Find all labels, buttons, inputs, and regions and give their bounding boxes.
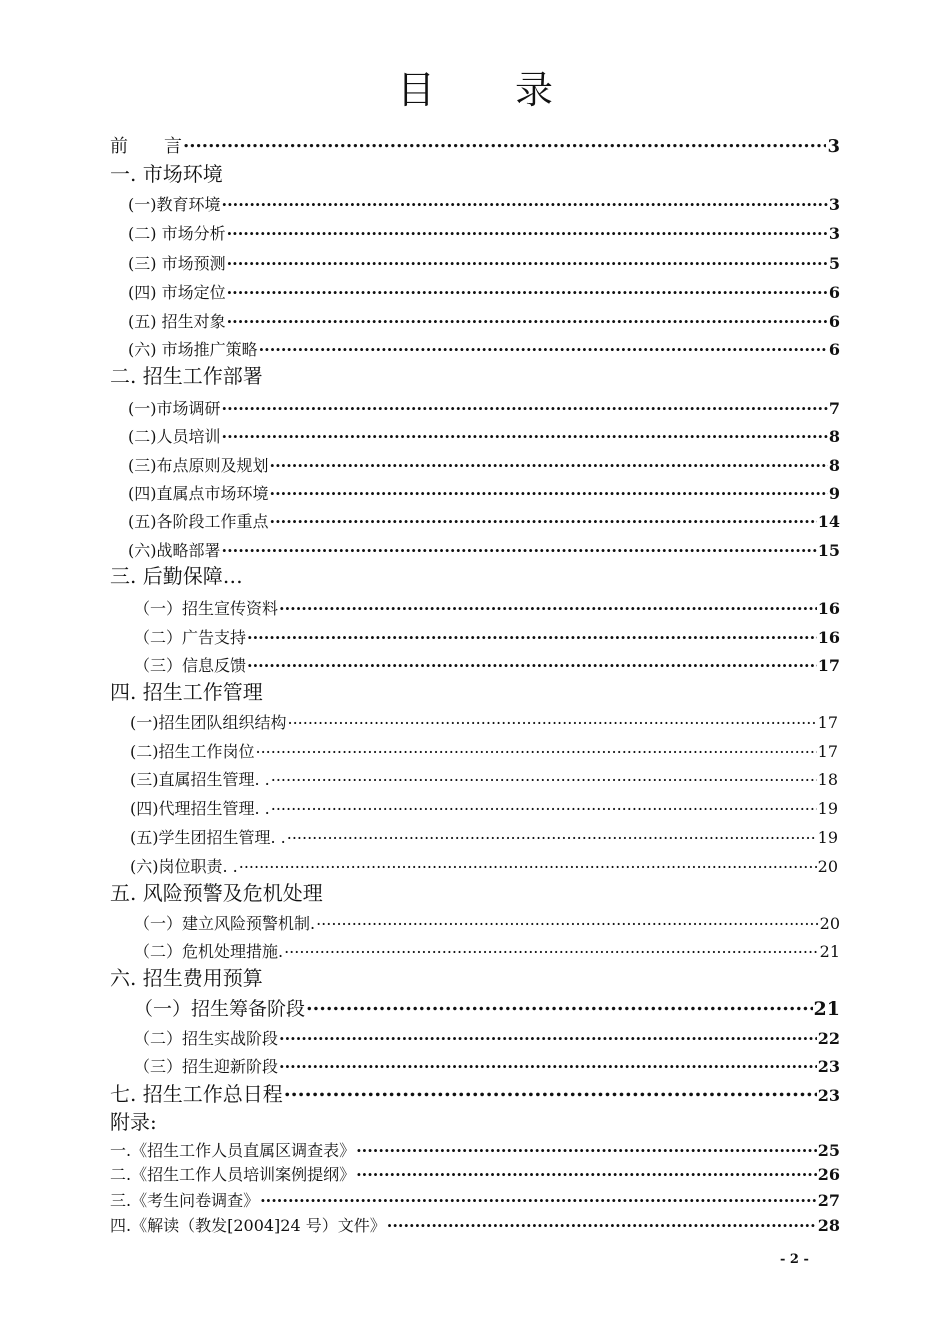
leader-dots xyxy=(270,509,817,527)
toc-entry[interactable] xyxy=(128,481,840,504)
section-heading: 一. 市场环境 xyxy=(110,162,223,186)
leader-dots xyxy=(260,1188,817,1206)
leader-dots xyxy=(227,280,828,298)
toc-entry[interactable] xyxy=(134,625,840,648)
leader-dots xyxy=(227,221,828,239)
toc-entry[interactable] xyxy=(130,710,838,733)
toc-entry-page: 18 xyxy=(817,770,838,789)
toc-entry-label: (六)岗位职责. . xyxy=(130,857,238,876)
leader-dots xyxy=(247,625,817,643)
leader-dots xyxy=(284,1079,817,1101)
toc-entry-label: (五)学生团招生管理. . xyxy=(130,828,286,847)
toc-entry[interactable] xyxy=(134,911,840,934)
leader-dots xyxy=(222,424,828,442)
toc-entry-page: 17 xyxy=(817,656,840,675)
toc-entry[interactable] xyxy=(128,192,840,215)
section-heading: 五. 风险预警及危机处理 xyxy=(110,881,323,905)
toc-entry[interactable] xyxy=(110,1138,840,1161)
toc-entry-page: 19 xyxy=(817,799,838,818)
toc-entry-label: (四)直属点市场环境 xyxy=(128,484,269,503)
toc-entry[interactable] xyxy=(128,337,840,360)
toc-entry-label: (一)市场调研 xyxy=(128,399,221,418)
toc-entry[interactable] xyxy=(128,538,840,561)
toc-entry[interactable] xyxy=(128,424,840,447)
toc-entry[interactable] xyxy=(128,509,840,532)
toc-entry-page: 23 xyxy=(817,1057,840,1076)
toc-entry-page: 15 xyxy=(817,541,840,560)
leader-dots xyxy=(271,796,817,814)
toc-entry[interactable] xyxy=(128,309,840,332)
leader-dots xyxy=(222,396,828,414)
toc-entry[interactable] xyxy=(128,251,840,274)
toc-entry-label: (一)教育环境 xyxy=(128,195,221,214)
toc-entry[interactable] xyxy=(134,653,840,676)
toc-entry-page: 19 xyxy=(817,828,838,847)
leader-dots xyxy=(279,1054,817,1072)
toc-entry-label: （一）招生筹备阶段 xyxy=(134,998,306,1020)
leader-dots xyxy=(239,854,817,872)
leader-dots xyxy=(284,939,819,957)
section-heading: 四. 招生工作管理 xyxy=(110,680,263,704)
section-heading: 二. 招生工作部署 xyxy=(110,364,263,388)
toc-entry-page: 8 xyxy=(828,427,840,446)
toc-entry-label: (二) 市场分析 xyxy=(128,224,226,243)
toc-entry-page: 7 xyxy=(828,399,840,418)
toc-entry[interactable] xyxy=(134,994,840,1021)
toc-entry[interactable] xyxy=(134,596,840,619)
leader-dots xyxy=(387,1213,817,1231)
page-title: 目 录 xyxy=(396,68,588,112)
toc-entry-label: (三)布点原则及规划 xyxy=(128,456,269,475)
toc-entry-label: (四)代理招生管理. . xyxy=(130,799,270,818)
leader-dots xyxy=(271,767,817,785)
toc-entry-label: （三）招生迎新阶段 xyxy=(134,1057,279,1076)
leader-dots xyxy=(259,337,828,355)
toc-entry-page: 3 xyxy=(828,224,840,243)
toc-entry-page: 9 xyxy=(828,484,840,503)
toc-entry-label: (四) 市场定位 xyxy=(128,283,226,302)
leader-dots xyxy=(222,192,828,210)
toc-entry[interactable] xyxy=(134,1054,840,1077)
toc-entry-page: 3 xyxy=(827,136,840,157)
toc-entry[interactable] xyxy=(130,854,838,877)
toc-entry-label: 三.《考生问卷调查》 xyxy=(110,1191,260,1210)
toc-entry-page: 20 xyxy=(819,914,840,933)
toc-entry-label: (五)各阶段工作重点 xyxy=(128,512,269,531)
toc-entry-label: 一.《招生工作人员直属区调查表》 xyxy=(110,1141,356,1160)
appendix-heading: 附录: xyxy=(110,1110,157,1134)
leader-dots xyxy=(287,825,817,843)
toc-entry-label: (六) 市场推广策略 xyxy=(128,340,258,359)
toc-entry[interactable] xyxy=(130,825,838,848)
toc-entry-label: 前 言 xyxy=(110,136,182,157)
toc-entry-page: 6 xyxy=(828,340,840,359)
toc-entry-label: 四.《解读（教发[2004]24 号）文件》 xyxy=(110,1216,386,1235)
leader-dots xyxy=(279,1026,817,1044)
leader-dots xyxy=(270,481,828,499)
toc-entry-label: 七. 招生工作总日程 xyxy=(110,1082,283,1106)
leader-dots xyxy=(279,596,817,614)
toc-entry-label: (六)战略部署 xyxy=(128,541,221,560)
toc-entry-label: 二.《招生工作人员培训案例提纲》 xyxy=(110,1165,356,1184)
toc-entry[interactable] xyxy=(128,453,840,476)
toc-entry-page: 16 xyxy=(817,628,840,647)
toc-entry-label: （二）危机处理措施. xyxy=(134,942,284,961)
toc-entry[interactable] xyxy=(130,796,838,819)
toc-entry-label: （三）信息反馈 xyxy=(134,656,247,675)
leader-dots xyxy=(306,994,813,1015)
toc-entry-page: 25 xyxy=(817,1141,840,1160)
toc-entry-label: （一）招生宣传资料 xyxy=(134,599,279,618)
toc-entry-page: 14 xyxy=(817,512,840,531)
toc-entry[interactable] xyxy=(130,739,838,762)
toc-entry-page: 21 xyxy=(819,942,840,961)
leader-dots xyxy=(356,1162,817,1180)
toc-entry-page: 3 xyxy=(828,195,840,214)
toc-entry[interactable] xyxy=(134,939,840,962)
toc-entry-page: 21 xyxy=(813,998,840,1020)
toc-entry-page: 16 xyxy=(817,599,840,618)
toc-entry-page: 8 xyxy=(828,456,840,475)
toc-entry-label: （一）建立风险预警机制. xyxy=(134,914,316,933)
leader-dots xyxy=(227,251,828,269)
leader-dots xyxy=(183,132,826,152)
toc-entry[interactable] xyxy=(110,1188,840,1211)
toc-entry[interactable] xyxy=(128,280,840,303)
page-number: - 2 - xyxy=(780,1252,809,1267)
toc-entry-label: (三) 市场预测 xyxy=(128,254,226,273)
leader-dots xyxy=(247,653,817,671)
toc-entry[interactable] xyxy=(110,1162,840,1185)
toc-entry-label: （二）广告支持 xyxy=(134,628,247,647)
toc-entry-label: (二)招生工作岗位 xyxy=(130,742,255,761)
toc-entry[interactable] xyxy=(128,396,840,419)
toc-entry-page: 5 xyxy=(828,254,840,273)
section-heading: 三. 后勤保障… xyxy=(110,564,243,588)
toc-entry-page: 28 xyxy=(817,1216,840,1235)
leader-dots xyxy=(316,911,819,929)
toc-entry-label: (二)人员培训 xyxy=(128,427,221,446)
toc-entry-label: (五) 招生对象 xyxy=(128,312,226,331)
leader-dots xyxy=(222,538,817,556)
leader-dots xyxy=(270,453,828,471)
toc-entry-page: 27 xyxy=(817,1191,840,1210)
toc-entry-page: 23 xyxy=(817,1086,840,1105)
toc-entry-schedule[interactable] xyxy=(110,1078,840,1107)
leader-dots xyxy=(227,309,828,327)
toc-entry[interactable] xyxy=(128,221,840,244)
toc-entry[interactable] xyxy=(130,767,838,790)
toc-entry-label: (一)招生团队组织结构 xyxy=(130,713,287,732)
toc-entry-page: 6 xyxy=(828,312,840,331)
toc-entry-page: 6 xyxy=(828,283,840,302)
toc-entry-page: 20 xyxy=(817,857,838,876)
leader-dots xyxy=(356,1138,817,1156)
toc-entry-page: 17 xyxy=(817,713,838,732)
toc-entry[interactable] xyxy=(134,1026,840,1049)
toc-entry-label: (三)直属招生管理. . xyxy=(130,770,270,789)
toc-entry-page: 17 xyxy=(817,742,838,761)
toc-entry-page: 26 xyxy=(817,1165,840,1184)
toc-entry-label: （二）招生实战阶段 xyxy=(134,1029,279,1048)
toc-entry-page: 22 xyxy=(817,1029,840,1048)
toc-entry-preface[interactable] xyxy=(110,132,840,158)
leader-dots xyxy=(256,739,817,757)
toc-entry[interactable] xyxy=(110,1213,840,1236)
section-heading: 六. 招生费用预算 xyxy=(110,966,263,990)
leader-dots xyxy=(288,710,817,728)
